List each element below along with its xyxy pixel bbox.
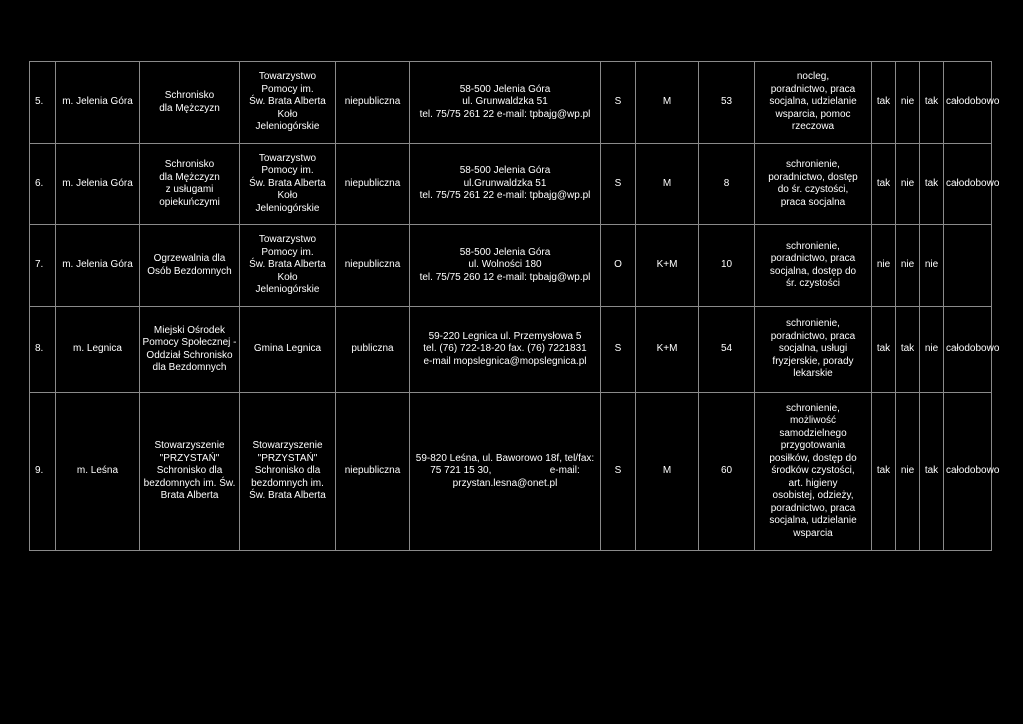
- table-row: [30, 393, 992, 551]
- cell-address-line: 58-500 Jelenia Góra: [459, 83, 551, 95]
- cell-number: 6.: [30, 144, 56, 225]
- cell-operator-line: Jeleniogórskie: [255, 121, 320, 133]
- cell-mode: O: [601, 225, 636, 307]
- cell-address: [410, 62, 601, 144]
- cell-hours: całodobowo: [944, 62, 992, 144]
- cell-services: [755, 144, 872, 225]
- cell-address-line: tel. (76) 722-18-20 fax. (76) 7221831: [423, 343, 587, 355]
- cell-services-line: schronienie,: [786, 318, 840, 330]
- cell-operator-line: Św. Brata Alberta: [249, 177, 326, 189]
- cell-services-line: socjalna, udzielanie: [769, 515, 857, 527]
- cell-mode: S: [601, 144, 636, 225]
- cell-facility-name-line: z usługami: [165, 184, 214, 195]
- cell-services-line: art. higieny: [788, 477, 838, 489]
- cell-services-line: lekarskie: [793, 368, 833, 380]
- cell-hours: [944, 225, 992, 307]
- cell-services-line: wsparcia, pomoc: [775, 108, 851, 120]
- table-row: [30, 307, 992, 393]
- cell-operator-line: Gmina Legnica: [253, 343, 322, 355]
- cell-services-line: poradnictwo, praca: [770, 83, 856, 95]
- cell-flag-2: nie: [896, 393, 920, 551]
- cell-services-line: poradnictwo, praca: [770, 253, 856, 264]
- cell-address: [410, 307, 601, 393]
- cell-type: niepubliczna: [336, 393, 410, 551]
- cell-services-line: posiłków, dostęp do: [769, 452, 857, 464]
- cell-facility-name-line: Ogrzewalnia dla: [153, 253, 226, 264]
- cell-hours: całodobowo: [944, 144, 992, 225]
- cell-places: 54: [699, 307, 755, 393]
- cell-flag-2: nie: [896, 144, 920, 225]
- cell-type: niepubliczna: [336, 62, 410, 144]
- cell-flag-2: nie: [896, 62, 920, 144]
- cell-flag-2: nie: [896, 225, 920, 307]
- cell-flag-2: tak: [896, 307, 920, 393]
- cell-type: niepubliczna: [336, 225, 410, 307]
- table-row: [30, 225, 992, 307]
- cell-operator-line: Jeleniogórskie: [255, 202, 320, 214]
- cell-flag-3: nie: [920, 307, 944, 393]
- cell-municipality: m. Legnica: [56, 307, 140, 393]
- cell-flag-1: tak: [872, 393, 896, 551]
- cell-facility-name-line: opiekuńczymi: [159, 196, 220, 208]
- cell-flag-1: tak: [872, 144, 896, 225]
- cell-places: 10: [699, 225, 755, 307]
- cell-facility-name-line: Osób Bezdomnych: [147, 265, 232, 277]
- cell-services-line: schronienie,: [786, 402, 840, 414]
- cell-operator-line: Koło: [277, 190, 298, 202]
- cell-address-line: 58-500 Jelenia Góra: [459, 246, 551, 258]
- cell-municipality: m. Leśna: [56, 393, 140, 551]
- cell-facility-name: [140, 62, 240, 144]
- cell-services: [755, 225, 872, 307]
- cell-address-line: ul. Wolności 180: [468, 259, 542, 271]
- cell-operator: [240, 307, 336, 393]
- cell-flag-1: tak: [872, 62, 896, 144]
- cell-services-line: fryzjerskie, porady: [772, 355, 854, 367]
- cell-services-line: poradnictwo, praca: [770, 502, 856, 514]
- cell-flag-3: tak: [920, 393, 944, 551]
- cell-operator-line: Pomocy im.: [261, 246, 314, 258]
- cell-flag-3: tak: [920, 62, 944, 144]
- cell-mode: S: [601, 393, 636, 551]
- cell-address-line: ul. Grunwaldzka 51: [462, 96, 548, 108]
- cell-services-line: przygotowania: [780, 440, 846, 452]
- cell-facility-name: [140, 307, 240, 393]
- cell-facility-name: [140, 144, 240, 225]
- cell-operator-line: Św. Brata Alberta: [249, 259, 326, 271]
- cell-facility-name-line: dla Bezdomnych: [152, 362, 227, 373]
- cell-operator-line: Towarzystwo: [258, 234, 317, 246]
- cell-facility-name-line: dla Mężczyzn: [159, 171, 220, 183]
- cell-services: [755, 393, 872, 551]
- cell-facility-name-line: Oddział Schronisko: [146, 349, 233, 361]
- shelter-table: [29, 61, 1000, 551]
- cell-address-line: tel. 75/75 260 12 e-mail: tpbajg@wp.pl: [419, 271, 591, 283]
- cell-services-line: wsparcia: [793, 527, 833, 539]
- cell-places: 60: [699, 393, 755, 551]
- table-body: [30, 62, 1000, 551]
- cell-operator: [240, 225, 336, 307]
- cell-facility-name: [140, 225, 240, 307]
- cell-address-line: przystan.lesna@onet.pl: [452, 477, 558, 489]
- cell-municipality: m. Jelenia Góra: [56, 225, 140, 307]
- cell-operator-line: Schronisko dla: [254, 465, 321, 477]
- cell-address-line: 58-500 Jelenia Góra: [459, 165, 551, 177]
- cell-operator-line: bezdomnych im.: [251, 477, 324, 489]
- table-row: [30, 62, 992, 144]
- cell-services-line: socjalna, udzielanie: [769, 96, 857, 108]
- cell-services-line: praca socjalna: [780, 196, 846, 208]
- cell-hours: całodobowo: [944, 393, 992, 551]
- cell-operator-line: Koło: [277, 108, 298, 120]
- cell-facility-name-line: Brata Alberta: [160, 490, 219, 502]
- cell-mode: S: [601, 62, 636, 144]
- cell-facility-name: [140, 393, 240, 551]
- cell-gender: M: [636, 393, 699, 551]
- cell-operator: [240, 393, 336, 551]
- cell-address-line: tel. 75/75 261 22 e-mail: tpbajg@wp.pl: [419, 108, 591, 120]
- shelter-table-container: [29, 61, 1000, 551]
- cell-municipality: m. Jelenia Góra: [56, 144, 140, 225]
- cell-services-line: możliwość: [789, 415, 837, 427]
- cell-facility-name-line: dla Mężczyzn: [159, 102, 220, 114]
- cell-services-line: socjalna, dostęp do: [769, 265, 857, 277]
- cell-gender: K+M: [636, 225, 699, 307]
- cell-operator-line: Towarzystwo: [258, 152, 317, 164]
- cell-facility-name-line: "PRZYSTAŃ": [159, 452, 220, 464]
- cell-flag-1: tak: [872, 307, 896, 393]
- cell-hours: całodobowo: [944, 307, 992, 393]
- cell-facility-name-line: Schronisko: [164, 159, 215, 170]
- cell-address: [410, 225, 601, 307]
- cell-address-line: e-mail mopslegnica@mopslegnica.pl: [423, 355, 587, 367]
- cell-services-line: poradnictwo, praca: [770, 330, 856, 342]
- cell-places: 8: [699, 144, 755, 225]
- cell-services-line: środków czystości,: [771, 465, 855, 477]
- cell-operator-line: Św. Brata Alberta: [249, 96, 326, 108]
- cell-address-line: ul.Grunwaldzka 51: [463, 177, 547, 189]
- table-row: [30, 144, 992, 225]
- cell-gender: M: [636, 62, 699, 144]
- cell-number: 8.: [30, 307, 56, 393]
- cell-number: 5.: [30, 62, 56, 144]
- cell-flag-1: nie: [872, 225, 896, 307]
- cell-type: publiczna: [336, 307, 410, 393]
- cell-services-line: śr. czystości: [786, 278, 840, 289]
- cell-facility-name-line: Miejski Ośrodek: [153, 324, 226, 336]
- cell-operator-line: Pomocy im.: [261, 83, 314, 95]
- cell-address-line: 59-820 Leśna, ul. Baworowo 18f, tel/fax:: [415, 452, 595, 464]
- cell-facility-name-line: bezdomnych im. Św.: [143, 477, 236, 489]
- cell-address-line: tel. 75/75 261 22 e-mail: tpbajg@wp.pl: [419, 190, 591, 202]
- cell-facility-name-line: Stowarzyszenie: [154, 440, 225, 452]
- cell-address: [410, 393, 601, 551]
- cell-address-line: 59-220 Legnica ul. Przemysłowa 5: [428, 330, 582, 342]
- cell-gender: K+M: [636, 307, 699, 393]
- cell-places: 53: [699, 62, 755, 144]
- cell-gender: M: [636, 144, 699, 225]
- cell-services-line: schronienie,: [786, 240, 840, 252]
- cell-services-line: socjalna, usługi: [778, 343, 848, 355]
- cell-operator-line: Św. Brata Alberta: [249, 490, 326, 502]
- cell-operator: [240, 144, 336, 225]
- cell-services: [755, 62, 872, 144]
- cell-address-line: 75 721 15 30, e-mail:: [430, 465, 580, 477]
- cell-services-line: osobistej, odzieży,: [772, 490, 854, 502]
- cell-services: [755, 307, 872, 393]
- cell-services-line: samodzielnego: [779, 427, 847, 439]
- cell-facility-name-line: Pomocy Społecznej -: [142, 337, 237, 348]
- cell-services-line: schronienie,: [786, 159, 840, 170]
- cell-services-line: poradnictwo, dostęp: [768, 171, 858, 183]
- cell-operator-line: Koło: [277, 271, 298, 283]
- cell-number: 9.: [30, 393, 56, 551]
- cell-flag-3: tak: [920, 144, 944, 225]
- cell-services-line: rzeczowa: [791, 121, 835, 133]
- cell-operator-line: Towarzystwo: [258, 71, 317, 83]
- cell-municipality: m. Jelenia Góra: [56, 62, 140, 144]
- cell-facility-name-line: Schronisko dla: [156, 465, 223, 477]
- cell-operator-line: Jeleniogórskie: [255, 284, 320, 296]
- cell-services-line: nocleg,: [796, 71, 830, 83]
- cell-operator-line: Pomocy im.: [261, 165, 314, 177]
- cell-services-line: do śr. czystości,: [777, 184, 849, 195]
- cell-type: niepubliczna: [336, 144, 410, 225]
- cell-flag-3: nie: [920, 225, 944, 307]
- cell-operator: [240, 62, 336, 144]
- cell-operator-line: "PRZYSTAŃ": [257, 452, 318, 464]
- cell-number: 7.: [30, 225, 56, 307]
- cell-facility-name-line: Schronisko: [164, 90, 215, 101]
- cell-address: [410, 144, 601, 225]
- cell-mode: S: [601, 307, 636, 393]
- cell-operator-line: Stowarzyszenie: [252, 440, 323, 452]
